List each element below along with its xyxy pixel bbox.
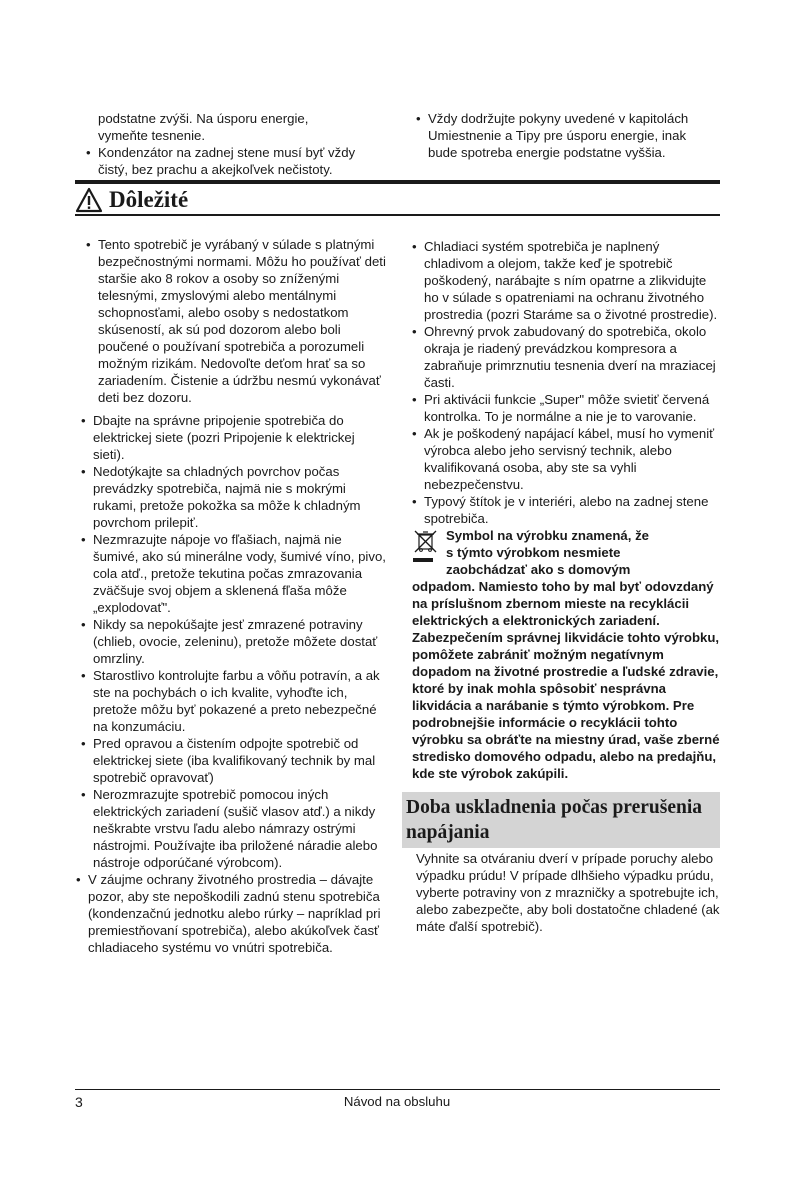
crossed-out-bin-icon [412, 528, 440, 564]
right-item-2: • Ohrevný prvok zabudovaný do spotrebiča, okolo okraja je riadený prevádzkou kompresora a zabraňuje primrznutiu tesnenia dverí na mraziacej časti. [412, 323, 720, 391]
left-item-2: • Dbajte na správne pripojenie spotrebiča do elektrickej siete (pozri Pripojenie k elektrickej sieti). [81, 412, 388, 463]
section-heading [75, 186, 188, 214]
left-item-9: • V záujme ochrany životného prostredia – dávajte pozor, aby ste nepoškodili zadnú stenu spotrebiča (kondenzačnú jednotku alebo rúrky – napríklad pri premiestňovaní spotrebiča), alebo akúkoľvek časť chladiaceho systému vo vnútri spotrebiča. [76, 871, 388, 956]
right-item-1: • Chladiaci systém spotrebiča je naplnený chladivom a olejom, takže keď je spotrebič poškodený, narábajte s ním opatrne a zlikvidujte ho v súlade s opatreniami na ochranu životného prostredia (pozri Staráme sa o životné prostredie). [412, 238, 720, 323]
top-left-line-2: vymeňte tesnenie. [98, 128, 206, 143]
weee-line-1: Symbol na výrobku znamená, že [446, 528, 650, 543]
right-item-3: • Pri aktivácii funkcie „Super" môže svietiť červená kontrolka. To je normálne a nie je to varovanie. [412, 391, 720, 425]
left-item-3: • Nedotýkajte sa chladných povrchov počas prevádzky spotrebiča, najmä nie s mokrými rukami, pretože pokožka sa môže k chladným povrchom prilepiť. [81, 463, 388, 531]
right-column [406, 238, 720, 935]
right-item-4: • Ak je poškodený napájací kábel, musí ho vymeniť výrobca alebo jeho servisný technik, alebo kvalifikovaná osoba, aby ste sa vyhli nebezpečenstvu. [412, 425, 720, 493]
left-column [76, 236, 388, 956]
left-item-5: • Nikdy sa nepokúšajte jesť zmrazené potraviny (chlieb, ovocie, zeleninu), pretože môžete dostať omrzliny. [81, 616, 388, 667]
top-right-column [416, 110, 716, 161]
weee-symbol-row [412, 527, 720, 578]
storage-heading: Doba uskladnenia počas prerušenia napájania [402, 792, 720, 848]
top-left-line-1: podstatne zvýši. Na úsporu energie, [98, 111, 309, 126]
storage-paragraph: Vyhnite sa otváraniu dverí v prípade poruchy alebo výpadku prúdu! V prípade dlhšieho výpadku prúdu, vyberte potraviny von z mrazničky a spotrebujte ich, alebo zabezpečte, aby boli dostatočne chladené (ak máte ďalší spotrebič). [416, 851, 720, 934]
top-left-bullet: • Kondenzátor na zadnej stene musí byť vždy čistý, bez prachu a akejkoľvek nečistoty. [86, 144, 386, 178]
heading-bottom-rule [75, 214, 720, 216]
section-title: Dôležité [109, 187, 189, 212]
left-item-1: • Tento spotrebič je vyrábaný v súlade s platnými bezpečnostnými normami. Môžu ho používať deti staršie ako 8 rokov a osoby so zníženými telesnými, zmyslovými alebo mentálnymi schopnosťami, alebo osoby s nedostatkom skúseností, ak sú pod dozorom alebo boli poučené o používaní spotrebiča a porozumeli možným rizikám. Nedovoľte deťom hrať sa so zariadením. Čistenie a údržbu nesmú vykonávať deti bez dozoru. [86, 236, 388, 406]
left-item-8: • Nerozmrazujte spotrebič pomocou iných elektrických zariadení (sušič vlasov atď.) a nikdy neškrabte vrstvu ľadu alebo námrazy ostrými nástrojmi. Používajte iba priložené náradie alebo nástroje odporúčané výrobcom). [81, 786, 388, 871]
weee-line-3: zaobchádzať ako s domovým [446, 562, 631, 577]
weee-notice [412, 527, 720, 782]
weee-line-2: s týmto výrobkom nesmiete [446, 545, 621, 560]
top-right-bullet: • Vždy dodržujte pokyny uvedené v kapitolách Umiestnenie a Tipy pre úsporu energie, inak bude spotreba energie podstatne vyššia. [416, 110, 716, 161]
left-item-6: • Starostlivo kontrolujte farbu a vôňu potravín, a ak ste na pochybách o ich kvalite, vyhoďte ich, pretože môžu byť pokazené a preto nebezpečné na konzumáciu. [81, 667, 388, 735]
left-item-4: • Nezmrazujte nápoje vo fľašiach, najmä nie šumivé, ako sú minerálne vody, šumivé víno, pivo, cola atď., pretože tekutina počas zmrazovania zväčšuje svoj objem a sklenená fľaša môže „explodovať". [81, 531, 388, 616]
page-number: 3 [75, 1094, 83, 1110]
weee-paragraph: odpadom. Namiesto toho by mal byť odovzdaný na príslušnom zbernom mieste na recyklácii elektrických a elektronických zariadení. Zabezpečením správnej likvidácie tohto výrobku, pomôžete zabrániť možným negatívnym dopadom na životné prostredie a ľudské zdravie, ktoré by inak mohla spôsobiť nesprávna likvidácia a narábanie s týmto výrobkom. Pre podrobnejšie informácie o recyklácii tohto výrobku sa obráťte na miestny úrad, vaše zberné stredisko domového odpadu, alebo na predajňu, kde ste výrobok zakúpili. [412, 579, 720, 781]
right-item-5: • Typový štítok je v interiéri, alebo na zadnej stene spotrebiča. [412, 493, 720, 527]
warning-triangle-icon [75, 187, 103, 213]
top-left-column [86, 110, 386, 178]
footer-title: Návod na obsluhu [343, 1094, 451, 1109]
left-item-7: • Pred opravou a čistením odpojte spotrebič od elektrickej siete (iba kvalifikovaný technik by mal spotrebič opravovať) [81, 735, 388, 786]
heading-top-rule [75, 180, 720, 184]
footer-rule [75, 1089, 720, 1090]
